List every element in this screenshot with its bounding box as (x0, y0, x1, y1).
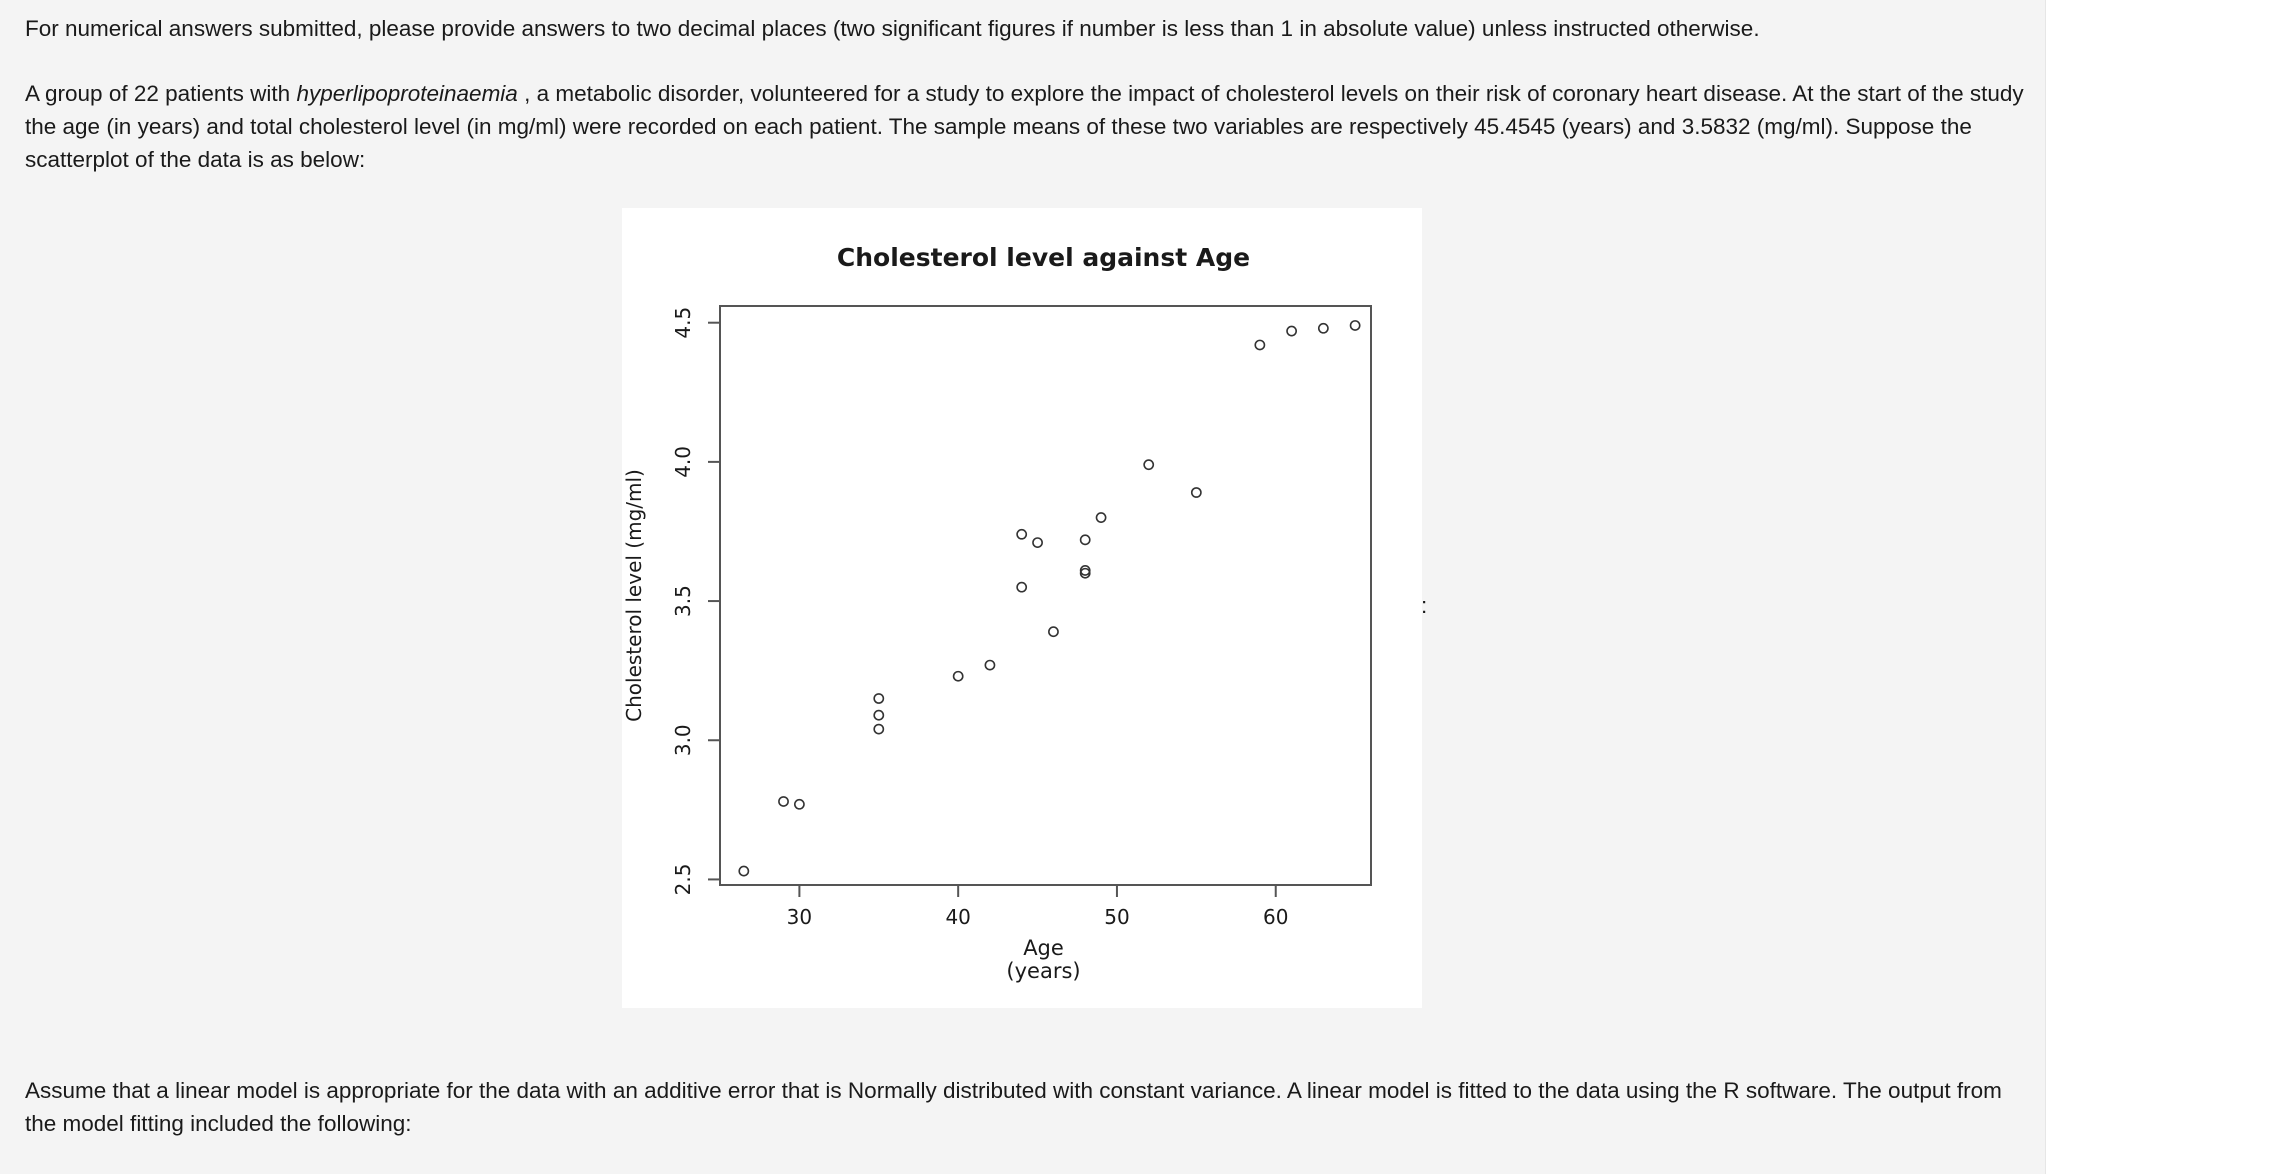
y-tick-label: 3.0 (671, 724, 695, 757)
data-point (1049, 627, 1058, 636)
y-tick-label: 4.0 (671, 445, 695, 478)
data-point (739, 866, 748, 875)
plot-frame (720, 306, 1371, 885)
scatterplot-figure (622, 208, 1422, 1008)
y-tick-label: 3.5 (671, 585, 695, 617)
data-point (874, 711, 883, 720)
data-point (874, 694, 883, 703)
study-rest-text: , a metabolic disorder, volunteered for a study to explore the impact of cholesterol levels on their risk of coronary heart disease. At the start of the study the age (in years) and total cholesterol level (in mg/ml) were recorded on each patient. The sample means of these two variables are respectively 45.4545 (years) and 3.5832 (mg/ml). Suppose the scatterplot of the data is as below: (25, 81, 2024, 172)
study-lead-text: A group of 22 patients with (25, 81, 297, 106)
x-tick-label: 60 (1263, 905, 1289, 929)
instructions-text: For numerical answers submitted, please provide answers to two decimal places (two significant figures if number is less than 1 in absolute value) unless instructed otherwise. (25, 16, 1760, 41)
x-tick-label: 40 (945, 905, 971, 929)
data-point (954, 672, 963, 681)
y-axis-label: Cholesterol level (mg/ml) (622, 469, 646, 722)
model-assumption-text: Assume that a linear model is appropriate for the data with an additive error that is Normally distributed with constant variance. A linear model is fitted to the data using the R software. The output from the model fitting included the following: (25, 1078, 2002, 1136)
data-point (1255, 340, 1264, 349)
data-point (779, 797, 788, 806)
disorder-name: hyperlipoproteinaemia (296, 81, 518, 106)
data-point (1319, 324, 1328, 333)
data-point (1017, 583, 1026, 592)
scatterplot-svg (622, 208, 1422, 1008)
data-point (985, 660, 994, 669)
data-point (1081, 535, 1090, 544)
y-tick-label: 2.5 (671, 863, 695, 896)
data-point (795, 800, 804, 809)
chart-title: Cholesterol level against Age (836, 243, 1251, 272)
data-point (874, 725, 883, 734)
y-tick-label: 4.5 (671, 306, 695, 339)
data-point (1033, 538, 1042, 547)
data-point (1017, 530, 1026, 539)
data-point (1096, 513, 1105, 522)
x-axis-label: Age (1023, 936, 1064, 960)
data-point (1144, 460, 1153, 469)
trailing-colon: : (1421, 593, 1428, 618)
data-point (1192, 488, 1201, 497)
x-tick-label: 30 (786, 905, 813, 929)
x-tick-label: 50 (1104, 905, 1130, 929)
study-description (25, 77, 2035, 176)
data-point (1287, 326, 1296, 335)
x-axis-label-unit: (years) (1006, 959, 1081, 983)
data-point (1351, 321, 1360, 330)
